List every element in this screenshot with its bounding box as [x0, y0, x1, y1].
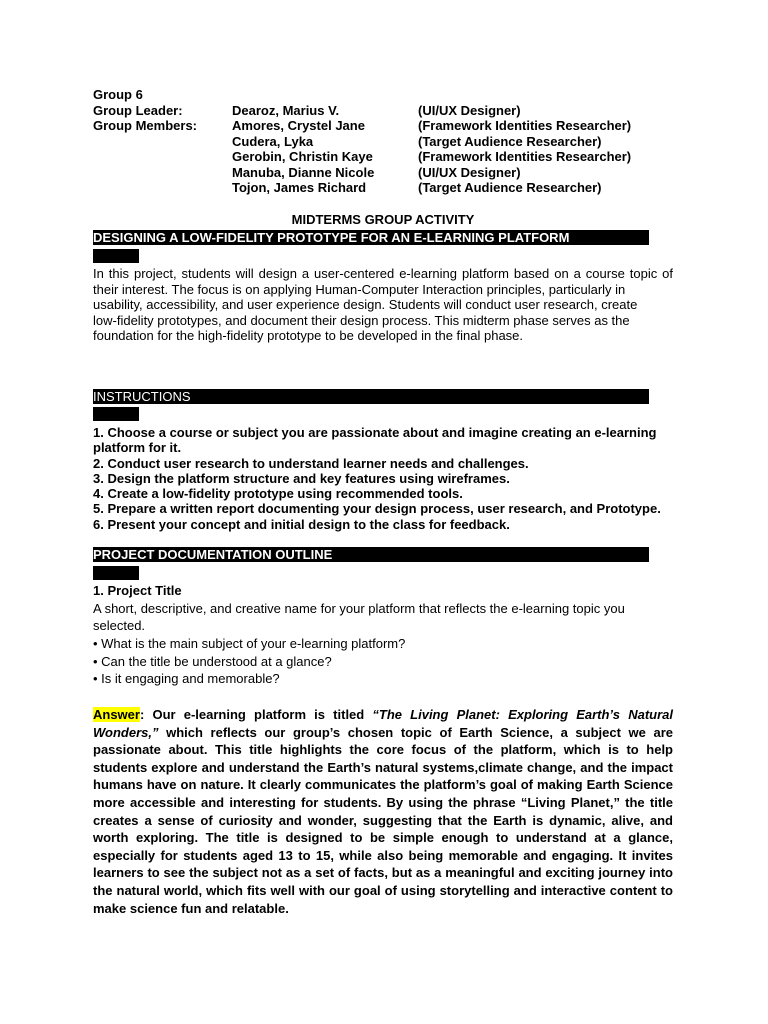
instruction-item: 3. Design the platform structure and key features using wireframes.: [93, 470, 510, 486]
member-name: Gerobin, Christin Kaye: [232, 149, 373, 164]
answer-label: Answer: [93, 707, 140, 722]
instruction-item: 1. Choose a course or subject you are passionate about and imagine creating an e-learning platform for it.: [93, 425, 657, 456]
member-role: (Target Audience Researcher): [418, 180, 602, 195]
member-role: (UI/UX Designer): [418, 164, 521, 180]
member-row: [93, 165, 673, 181]
member-name: Tojon, James Richard: [232, 180, 367, 195]
answer-intro: : Our e-learning platform is titled: [139, 707, 373, 722]
leader-row: [93, 103, 673, 119]
instruction-item: 6. Present your concept and initial design to the class for feedback.: [93, 516, 510, 532]
section-band-outline: PROJECT DOCUMENTATION OUTLINE: [93, 547, 649, 562]
member-row: [93, 149, 673, 165]
member-row: [93, 180, 673, 196]
intro-line: foundation for the high-fidelity prototype to be developed in the final phase.: [93, 328, 524, 343]
member-name: Amores, Crystel Jane: [232, 118, 365, 133]
instruction-item: 5. Prepare a written report documenting your design process, user research, and Prototype.: [93, 501, 661, 517]
instruction-item: 4. Create a low-fidelity prototype using recommended tools.: [93, 486, 463, 502]
member-role: (Target Audience Researcher): [418, 133, 602, 149]
redaction-bar: [93, 407, 139, 421]
document-title: MIDTERMS GROUP ACTIVITY: [291, 212, 475, 227]
member-name: Cudera, Lyka: [232, 133, 314, 149]
group-number: Group 6: [93, 87, 143, 102]
answer-paragraph: [93, 706, 673, 917]
platform-title: “The Living Planet: Exploring Earth’s Natural Wonders,”: [93, 707, 673, 740]
group-row: [93, 87, 673, 103]
member-role: (Framework Identities Researcher): [418, 149, 632, 164]
section-band-instructions: INSTRUCTIONS: [93, 389, 649, 404]
answer-body: which reflects our group’s chosen topic of Earth Science, a subject we are passionate about. This title highlights the core focus of the platform, which is to help students explore and understand the Earth’s natural systems,climate change, and the impact humans have on nature. It clearly communicates the platform’s goal of making Earth Science more accessible and interesting for students. By using the phrase “Living Planet,” the title creates a sense of curiosity and wonder, suggesting that the Earth is dynamic, alive, and worth exploring. The title is designed to be simple enough to understand at a glance, especially for students aged 13 to 15, while also being memorable and engaging. It invites learners to see the subject not as a set of facts, but as a meaningful and exciting journey into the natural world, which fits well with our goal of using storytelling and interactive content to make science fun and relatable.: [93, 724, 673, 916]
intro-line: low-fidelity prototypes, and document their design process. This midterm phase serves as the: [93, 312, 630, 328]
members-label: Group Members:: [93, 118, 198, 133]
member-name: Manuba, Dianne Nicole: [232, 164, 375, 180]
redaction-bar: [93, 566, 139, 580]
question-item: • Is it engaging and memorable?: [93, 671, 280, 686]
group-header: [93, 87, 673, 197]
member-row: [93, 134, 673, 150]
intro-line: usability, accessibility, and user experience design. Students will conduct user research, create: [93, 297, 638, 312]
document-page: [93, 87, 673, 916]
question-item: • What is the main subject of your e-learning platform?: [93, 636, 406, 651]
member-row: [93, 118, 673, 134]
section-description: A short, descriptive, and creative name for your platform that reflects the e-learning topic you selected.: [93, 601, 625, 633]
intro-paragraph: [93, 266, 673, 344]
section-heading: 1. Project Title: [93, 583, 182, 598]
instructions-list: [93, 425, 673, 532]
member-role: (UI/UX Designer): [418, 102, 521, 118]
instruction-item: 2. Conduct user research to understand learner needs and challenges.: [93, 455, 529, 471]
redaction-bar: [93, 249, 139, 263]
intro-line: In this project, students will design a user-centered e-learning platform based on a course topic of their interest. The focus is on applying Human-Computer Interaction principles, particularly in: [93, 266, 673, 297]
section-band-project: DESIGNING A LOW-FIDELITY PROTOTYPE FOR AN E-LEARNING PLATFORM: [93, 230, 649, 245]
member-name: Dearoz, Marius V.: [232, 102, 340, 118]
question-list: [93, 635, 405, 688]
question-item: • Can the title be understood at a glance?: [93, 653, 332, 669]
member-role: (Framework Identities Researcher): [418, 118, 632, 133]
leader-label: Group Leader:: [93, 102, 183, 118]
